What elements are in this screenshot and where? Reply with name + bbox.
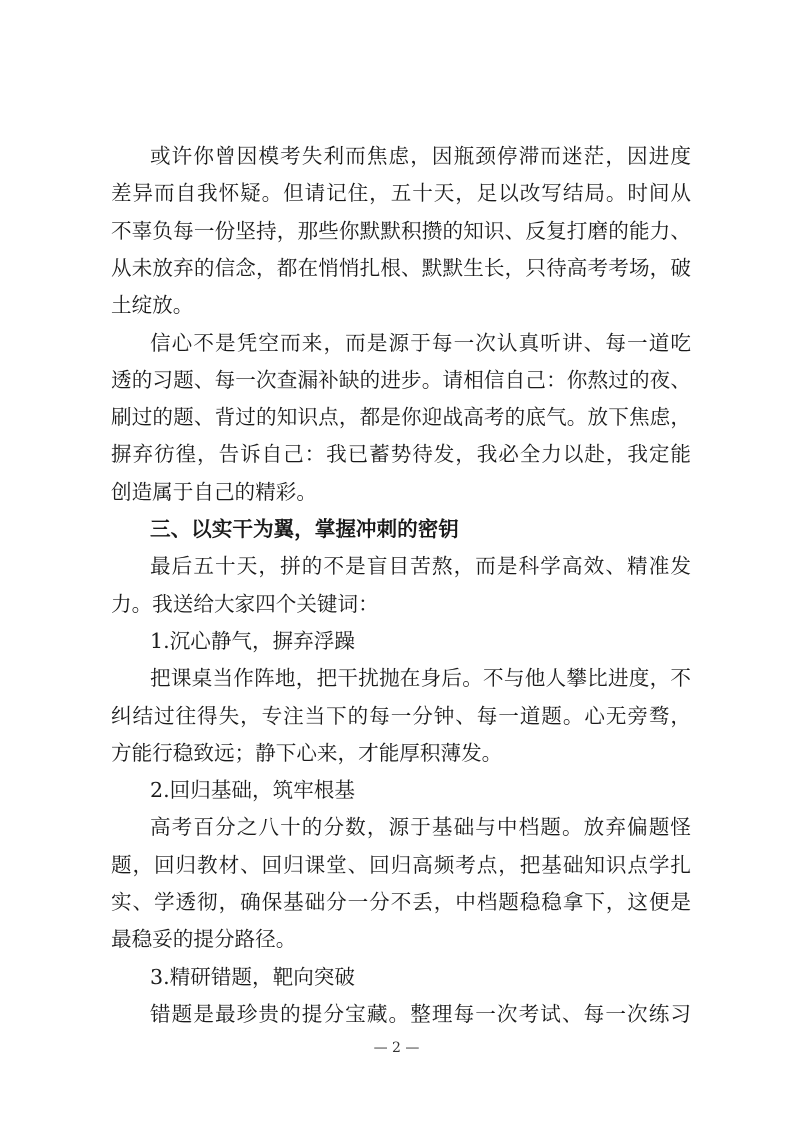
paragraph-line: 纠结过往得失，专注当下的每一分钟、每一道题。心无旁骛， — [111, 704, 691, 728]
subheading: 2.回归基础，筑牢根基 — [150, 778, 355, 802]
paragraph-line: 错题是最珍贵的提分宝藏。整理每一次考试、每一次练习 — [150, 1002, 691, 1026]
paragraph-line: 实、学透彻，确保基础分一分不丢，中档题稳稳拿下，这便是 — [111, 890, 691, 914]
subheading: 1.沉心静气，摒弃浮躁 — [150, 629, 355, 653]
paragraph-line: 最稳妥的提分路径。 — [111, 927, 297, 951]
paragraph-line: 差异而自我怀疑。但请记住，五十天，足以改写结局。时间从 — [111, 181, 691, 205]
paragraph-line: 或许你曾因模考失利而焦虑，因瓶颈停滞而迷茫，因进度 — [150, 144, 691, 168]
page-number: — 2 — — [373, 1040, 420, 1056]
paragraph-line: 最后五十天，拼的不是盲目苦熬，而是科学高效、精准发 — [150, 554, 691, 578]
paragraph-line: 摒弃彷徨，告诉自己：我已蓄势待发，我必全力以赴，我定能 — [111, 442, 691, 466]
paragraph-line: 从未放弃的信念，都在悄悄扎根、默默生长，只待高考考场，破 — [111, 256, 691, 280]
paragraph-line: 不辜负每一份坚持，那些你默默积攒的知识、反复打磨的能力、 — [111, 219, 691, 243]
paragraph-line: 透的习题、每一次查漏补缺的进步。请相信自己：你熬过的夜、 — [111, 368, 691, 392]
section-heading: 三、以实干为翼，掌握冲刺的密钥 — [150, 517, 459, 541]
paragraph-line: 力。我送给大家四个关键词： — [111, 592, 379, 616]
paragraph-line: 高考百分之八十的分数，源于基础与中档题。放弃偏题怪 — [150, 815, 691, 839]
paragraph-line: 题，回归教材、回归课堂、回归高频考点，把基础知识点学扎 — [111, 853, 691, 877]
paragraph-line: 刷过的题、背过的知识点，都是你迎战高考的底气。放下焦虑， — [111, 405, 691, 429]
paragraph-line: 方能行稳致远；静下心来，才能厚积薄发。 — [111, 741, 503, 765]
paragraph-line: 信心不是凭空而来，而是源于每一次认真听讲、每一道吃 — [150, 331, 691, 355]
paragraph-line: 把课桌当作阵地，把干扰抛在身后。不与他人攀比进度，不 — [150, 666, 691, 690]
paragraph-line: 土绽放。 — [111, 293, 194, 317]
paragraph-line: 创造属于自己的精彩。 — [111, 480, 317, 504]
subheading: 3.精研错题，靶向突破 — [150, 965, 355, 989]
